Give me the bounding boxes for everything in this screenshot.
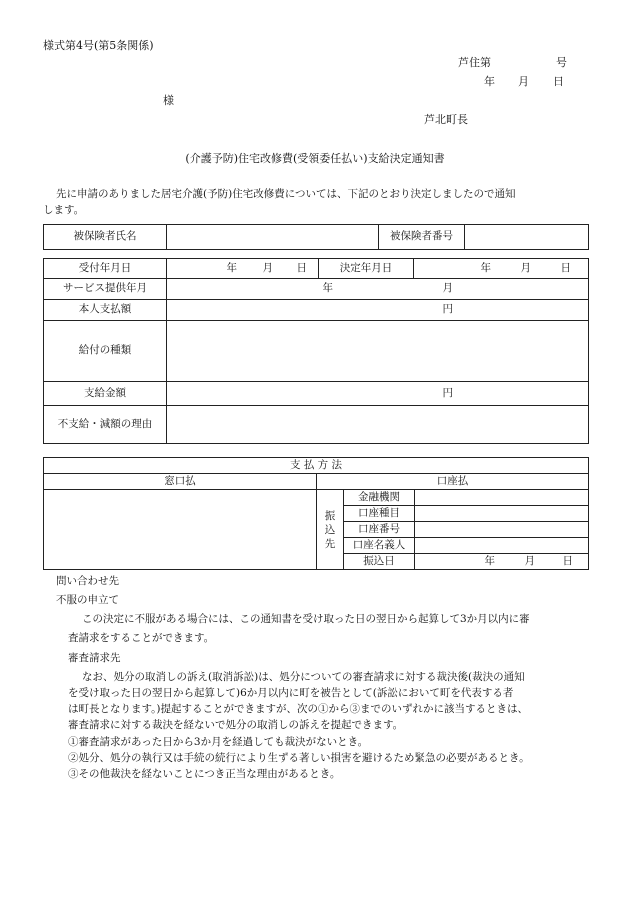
- objection-line-1: この決定に不服がある場合には、この通知書を受け取った日の翌日から起算して3か月以内に審: [82, 613, 530, 625]
- service-month-value: [167, 279, 589, 300]
- insured-number-label: 被保険者番号: [379, 225, 465, 250]
- transfer-day: 日: [562, 554, 573, 567]
- header-date-day: 日: [553, 75, 564, 88]
- payment-amount-label: 支給金額: [44, 382, 167, 406]
- service-year: 年: [322, 282, 333, 295]
- receipt-date-value: [167, 259, 319, 279]
- condition-item-3: ③その他裁決を経ないことにつき正当な理由があるとき。: [68, 768, 341, 780]
- service-month-label: サービス提供年月: [44, 279, 167, 300]
- payment-amount-value: [167, 382, 589, 406]
- service-month: 月: [442, 282, 453, 295]
- payment-table: [43, 457, 589, 570]
- payment-amount-yen: 円: [442, 386, 453, 399]
- decision-day: 日: [560, 261, 571, 274]
- transfer-date-label: 振込日: [344, 554, 415, 570]
- self-payment-value: [167, 300, 589, 321]
- decision-date-label: 決定年月日: [319, 259, 414, 279]
- issuer: 芦北町長: [424, 113, 468, 126]
- lawsuit-line-2: を受け取った日の翌日から起算して)6か月以内に町を被告として(訴訟において町を代表する者: [68, 687, 514, 699]
- form-number: 様式第4号(第5条関係): [43, 39, 154, 52]
- lawsuit-line-3: は町長となります。)提起することができますが、次の①から③までのいずれかに該当するときは、: [68, 703, 529, 715]
- intro-line-1: 先に申請のありました居宅介護(予防)住宅改修費については、下記のとおり決定しましたので通知: [56, 188, 516, 200]
- decision-year: 年: [480, 261, 491, 274]
- account-type-label: 口座種目: [344, 506, 415, 522]
- condition-item-2: ②処分、処分の執行又は手続の続行により生ずる著しい損害を避けるため緊急の必要があるとき。: [68, 752, 530, 764]
- lawsuit-line-4: 審査請求に対する裁決を経ないで処分の取消しの訴えを提起できます。: [68, 719, 404, 731]
- insured-name-value: [167, 225, 379, 250]
- header-date-year: 年: [484, 75, 495, 88]
- counter-payment-area: [44, 490, 317, 570]
- bank-label: 金融機関: [344, 490, 415, 506]
- transfer-to-text: 振込先: [324, 509, 336, 550]
- lawsuit-line-1: なお、処分の取消しの訴え(取消訴訟)は、処分についての審査請求に対する裁決後(裁決の通知: [82, 671, 525, 683]
- objection-line-2: 査請求をすることができます。: [68, 632, 215, 644]
- account-payment-label: 口座払: [317, 474, 589, 490]
- receipt-day: 日: [296, 261, 307, 274]
- intro-line-2: します。: [43, 204, 85, 216]
- doc-number-suffix: 号: [556, 56, 567, 69]
- insured-table: [43, 224, 589, 250]
- account-holder-label: 口座名義人: [344, 538, 415, 554]
- details-table: [43, 258, 589, 444]
- page-title: (介護予防)住宅改修費(受領委任払い)支給決定通知書: [185, 152, 445, 165]
- inquiry-heading: 問い合わせ先: [56, 575, 119, 587]
- review-heading: 審査請求先: [68, 652, 121, 664]
- transfer-month: 月: [524, 554, 535, 567]
- transfer-year: 年: [484, 554, 495, 567]
- receipt-year: 年: [226, 261, 237, 274]
- objection-heading: 不服の申立て: [56, 594, 119, 606]
- recipient-honorific: 様: [163, 94, 174, 107]
- benefit-type-value: [167, 321, 589, 382]
- decision-date-value: [414, 259, 589, 279]
- receipt-month: 月: [262, 261, 273, 274]
- self-payment-label: 本人支払額: [44, 300, 167, 321]
- condition-item-1: ①審査請求があった日から3か月を経過しても裁決がないとき。: [68, 736, 369, 748]
- payment-method-label: 支 払 方 法: [44, 458, 589, 474]
- transfer-date-value: [415, 554, 589, 570]
- bank-value: [415, 490, 589, 506]
- benefit-type-label: 給付の種類: [44, 321, 167, 382]
- non-payment-reason-label: 不支給・減額の理由: [44, 406, 167, 444]
- account-type-value: [415, 506, 589, 522]
- decision-month: 月: [520, 261, 531, 274]
- account-number-value: [415, 522, 589, 538]
- counter-payment-label: 窓口払: [44, 474, 317, 490]
- transfer-to-label: [317, 490, 344, 570]
- self-payment-yen: 円: [442, 303, 453, 316]
- account-holder-value: [415, 538, 589, 554]
- insured-name-label: 被保険者氏名: [44, 225, 167, 250]
- insured-number-value: [465, 225, 589, 250]
- account-number-label: 口座番号: [344, 522, 415, 538]
- header-date-month: 月: [518, 75, 529, 88]
- non-payment-reason-value: [167, 406, 589, 444]
- receipt-date-label: 受付年月日: [44, 259, 167, 279]
- doc-number-prefix: 芦住第: [458, 56, 491, 69]
